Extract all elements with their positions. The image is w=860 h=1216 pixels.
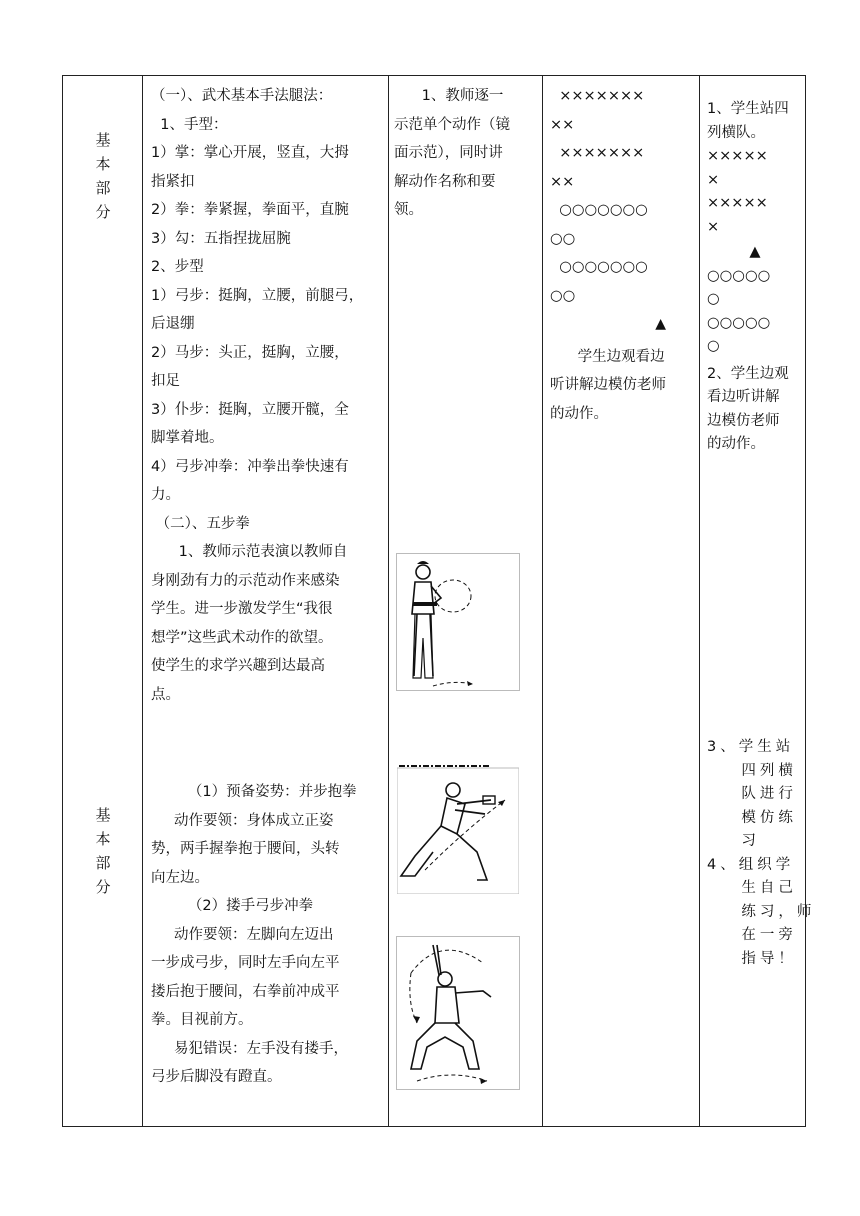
content-line: （1）预备姿势：并步抱拳 — [151, 784, 357, 800]
column-divider — [542, 76, 543, 1126]
content-line: 1、手型： — [151, 116, 228, 133]
method-line: 领。 — [394, 202, 423, 218]
formation-line: 1、学生站四 — [707, 101, 789, 117]
formation-line: × — [707, 218, 720, 235]
student-formation-column — [550, 82, 696, 428]
content-line: 搂后抱于腰间，右拳前冲成平 — [151, 983, 340, 1000]
organization-line: 在一旁 — [707, 927, 797, 943]
method-line: 1、教师逐一 — [394, 88, 504, 104]
formation-line: 列横队。 — [707, 124, 765, 141]
content-line: 4）弓步冲拳：冲拳出拳快速有 — [151, 458, 349, 475]
formation-row: ××××××× — [550, 145, 645, 161]
teacher-position-triangle: ▲ — [655, 316, 666, 332]
section-label-top: 基 本 部 分 — [95, 131, 111, 221]
column-divider — [388, 76, 389, 1126]
content-line: 3）勾：五指捏拢屈腕 — [151, 230, 291, 247]
content-line: 后退绷 — [151, 316, 195, 332]
formation-line: ○○○○○ — [707, 267, 771, 284]
organization-line: 四列横 — [707, 762, 797, 779]
content-line: 力。 — [151, 487, 180, 503]
content-line: 易犯错误：左手没有搂手， — [151, 1040, 349, 1057]
content-line: 想学”这些武术动作的欲望。 — [151, 629, 333, 646]
content-line: 扣足 — [151, 373, 180, 389]
content-line: 一步成弓步，同时左手向左平 — [151, 955, 340, 971]
formation-row: ×× — [550, 173, 575, 190]
content-line: 身刚劲有力的示范动作来感染 — [151, 572, 340, 589]
formation-line: × — [707, 171, 720, 188]
content-line: （一）、武术基本手法腿法： — [151, 88, 333, 104]
content-line: （2）搂手弓步冲拳 — [151, 898, 314, 914]
content-line: 学生。进一步激发学生“我很 — [151, 601, 333, 617]
content-line: 势，两手握拳抱于腰间，头转 — [151, 841, 340, 857]
content-line: 动作要领：身体成立正姿 — [151, 812, 334, 829]
lesson-plan-table — [62, 75, 816, 1127]
organization-line: 的动作。 — [707, 436, 765, 452]
formation-row: ○○○○○○○ — [550, 259, 648, 275]
content-column-continued — [151, 778, 383, 1092]
student-activity-line: 学生边观看边 — [550, 348, 665, 365]
formation-row: ×× — [550, 116, 575, 133]
teacher-method-column — [394, 82, 539, 225]
content-line: 2、步型 — [151, 259, 204, 275]
organization-line: 看边听讲解 — [707, 389, 780, 405]
formation-line: ○○○○○ — [707, 314, 771, 331]
standing-fist-figure-icon — [396, 553, 520, 691]
column-divider — [142, 76, 143, 1126]
content-line: 2）拳：拳紧握，拳面平，直腕 — [151, 202, 349, 218]
content-line: 拳。目视前方。 — [151, 1012, 253, 1028]
organization-line: 边模仿老师 — [707, 412, 780, 429]
organization-line: 4、组织学 — [707, 856, 795, 873]
content-line: 向左边。 — [151, 869, 209, 886]
content-line: 2）马步：头正，挺胸，立腰， — [151, 344, 349, 361]
formation-line: ××××× — [707, 148, 768, 164]
organization-line: 生自己 — [707, 880, 797, 896]
organization-column — [707, 98, 803, 457]
method-line: 示范单个动作（镜 — [394, 116, 510, 133]
organization-line: 2、学生边观 — [707, 365, 789, 382]
content-line: 1）掌：掌心开展，竖直，大拇 — [151, 145, 349, 161]
organization-line: 队进行 — [707, 786, 797, 802]
organization-line: 模仿练 — [707, 809, 797, 826]
content-line: 脚掌着地。 — [151, 430, 224, 446]
column-divider — [699, 76, 700, 1126]
method-line: 解动作名称和要 — [394, 173, 496, 190]
content-line: （二）、五步拳 — [151, 515, 250, 532]
organization-line: 指导！ — [707, 950, 797, 967]
organization-line: 习 — [707, 833, 760, 849]
content-line: 点。 — [151, 686, 180, 703]
formation-line: ○ — [707, 338, 720, 354]
content-line: 指紧扣 — [151, 173, 195, 190]
formation-row: ××××××× — [550, 88, 645, 104]
method-line: 面示范），同时讲 — [394, 145, 503, 161]
formation-row: ○○ — [550, 230, 576, 247]
bow-stance-punch-figure-icon — [396, 761, 520, 895]
content-line: 使学生的求学兴趣到达最高 — [151, 658, 325, 674]
formation-row: ○○○○○○○ — [550, 202, 648, 218]
content-column — [151, 82, 383, 709]
content-line: 1、教师示范表演以教师自 — [151, 544, 348, 560]
organization-column-continued — [707, 736, 816, 971]
teacher-position-triangle: ▲ — [749, 244, 761, 260]
organization-line: 3、学生站 — [707, 739, 795, 755]
content-line: 弓步后脚没有蹬直。 — [151, 1069, 282, 1085]
section-label-bottom: 基 本 部 分 — [95, 806, 111, 896]
student-activity-line: 的动作。 — [550, 405, 608, 422]
formation-line: ××××× — [707, 195, 768, 211]
content-line: 1）弓步：挺胸，立腰，前腿弓， — [151, 287, 364, 304]
content-line: 动作要领：左脚向左迈出 — [151, 926, 334, 943]
formation-row: ○○ — [550, 287, 576, 304]
student-activity-line: 听讲解边模仿老师 — [550, 377, 666, 393]
content-line: 3）仆步：挺胸，立腰开髋，全 — [151, 401, 349, 418]
formation-line: ○ — [707, 291, 720, 307]
organization-line: 练习，师 — [707, 903, 816, 920]
horse-stance-figure-icon — [396, 936, 520, 1090]
